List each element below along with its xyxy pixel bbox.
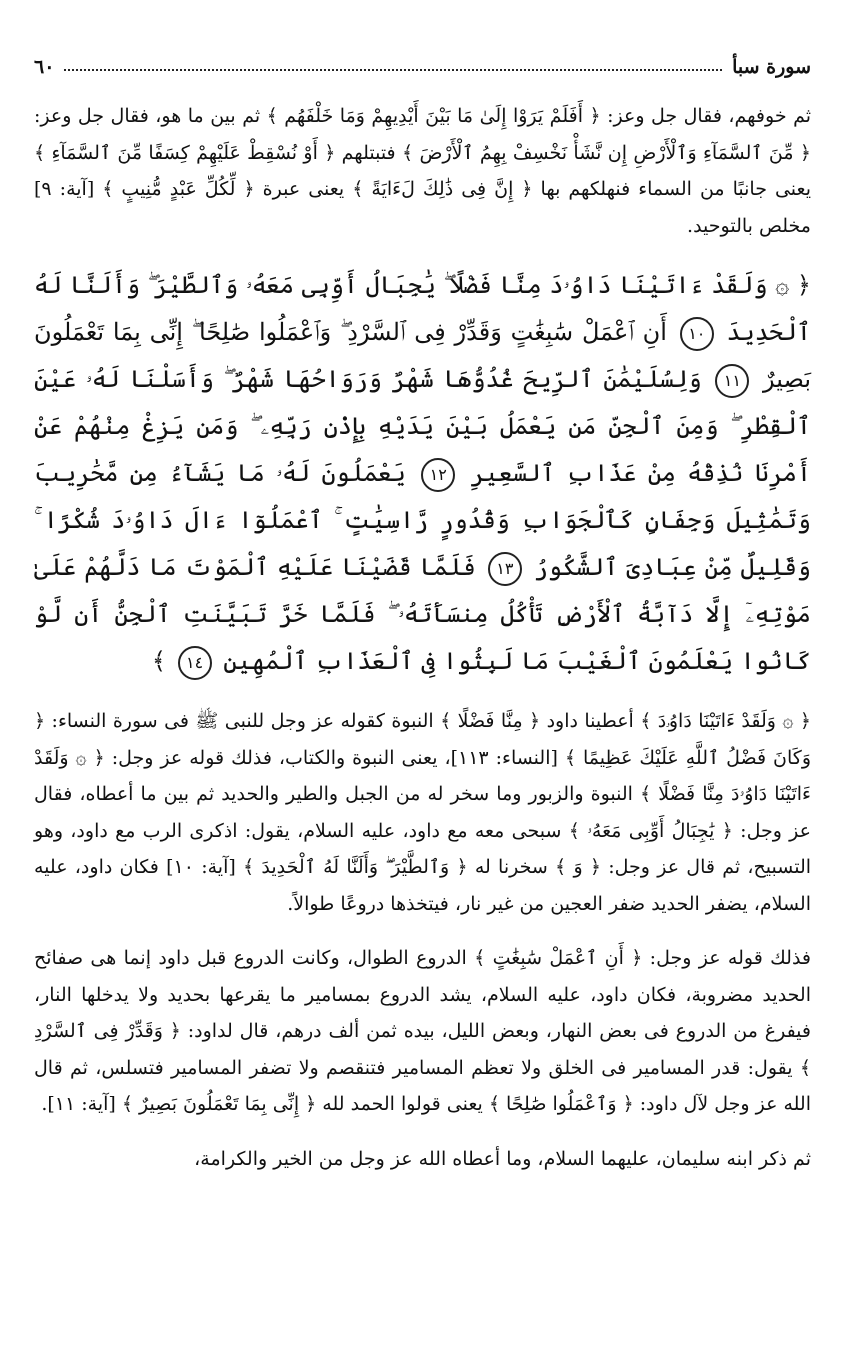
verse-text: يَعْمَلُونَ لَهُۥ مَا يَشَآءُ مِن مَّحَٰرِيبَ وَتَمَٰثِيلَ وَجِفَانٍ كَٱلْجَوَابِ وَقُدُورٍ رَّاسِيَٰتٍ ۚ ٱعْمَلُوٓا ءَالَ دَاوُۥدَ شُكْرًا ۚ وَقَلِيلٌ مِّنْ عِبَادِىَ ٱلشَّكُورُ (34, 459, 811, 581)
verse-text: أَنِ ٱعْمَلْ سَٰبِغَٰتٍ وَقَدِّرْ فِى ٱلسَّرْدِ ۖ وَٱعْمَلُوا صَٰلِحًا ۖ إِنِّى بِمَا تَعْمَلُونَ بَصِيرٌ (34, 318, 812, 393)
ayah-number-marker: ١٤ (178, 646, 212, 680)
ayah-number-marker: ١٠ (680, 317, 714, 351)
verse-text: ﴿ ۞ وَلَقَدْ ءَاتَيْنَا دَاوُۥدَ مِنَّا فَضْلًا ۖ يَٰجِبَالُ أَوِّبِى مَعَهُۥ وَٱلطَّيْرَ ۖ وَأَلَنَّا لَهُ ٱلْحَدِيدَ (34, 271, 811, 346)
dotted-leader (64, 69, 722, 71)
verse-text: وَلِسُلَيْمَٰنَ ٱلرِّيحَ غُدُوُّهَا شَهْرٌ وَرَوَاحُهَا شَهْرٌ ۖ وَأَسَلْنَا لَهُۥ عَيْنَ ٱلْقِطْرِ ۖ وَمِنَ ٱلْجِنِّ مَن يَعْمَلُ بَيْنَ يَدَيْهِ بِإِذْنِ رَبِّهِۦ ۖ وَمَن يَزِغْ مِنْهُمْ عَنْ أَمْرِنَا نُذِقْهُ مِنْ عَذَابِ ٱلسَّعِيرِ (34, 365, 812, 487)
paragraph-1: ثم خوفهم، فقال جل وعز: ﴿ أَفَلَمْ يَرَوْا إِلَىٰ مَا بَيْنَ أَيْدِيهِمْ وَمَا خَلْفَهُم ﴾ ثم بين ما هو، فقال جل وعز: ﴿ مِّنَ ٱلسَّمَآءِ وَٱلْأَرْضِ إِن نَّشَأْ نَخْسِفْ بِهِمُ ٱلْأَرْضَ ﴾ فتبتلهم ﴿ أَوْ نُسْقِطْ عَلَيْهِمْ كِسَفًا مِّنَ ٱلسَّمَآءِ ﴾ يعنى جانبًا من السماء فنهلكهم بها ﴿ إِنَّ فِى ذَٰلِكَ لَءَايَةً ﴾ يعنى عبرة ﴿ لِّكُلِّ عَبْدٍ مُّنِيبٍ ﴾ [آية: ٩] مخلص بالتوحيد. (34, 105, 811, 237)
ayah-number-marker: ١١ (715, 364, 749, 398)
paragraph-3: فذلك قوله عز وجل: ﴿ أَنِ ٱعْمَلْ سَٰبِغَٰتٍ ﴾ الدروع الطوال، وكانت الدروع قبل داود إنما هى صفائح الحديد مضروبة، فكان داود، عليه السلام، يشد الدروع بمسامير ما يقرعها بحديد ولا يدخلها النار، فيفرغ من الدروع فى بعض النهار، وبعض الليل، بيده ثمن ألف درهم، قال لداود: ﴿ وَقَدِّرْ فِى ٱلسَّرْدِ ﴾ يقول: قدر المسامير فى الخلق ولا تعظم المسامير فتنقصم ولا تضفر المسامير فتسلس، ثم قال الله عز وجل لآل داود: ﴿ وَٱعْمَلُوا صَٰلِحًا ﴾ يعنى قولوا الحمد لله ﴿ إِنِّى بِمَا تَعْمَلُونَ بَصِيرٌ ﴾ [آية: ١١]. (34, 947, 811, 1115)
ayah-number-marker: ١٢ (421, 458, 455, 492)
closing-bracket: ﴾ (151, 647, 166, 675)
paragraph-4: ثم ذكر ابنه سليمان، عليهما السلام، وما أعطاه الله عز وجل من الخير والكرامة، (194, 1147, 811, 1170)
ayah-number-marker: ١٣ (488, 552, 522, 586)
surah-title: سورة سبأ (732, 56, 811, 78)
verse-text: فَلَمَّا قَضَيْنَا عَلَيْهِ ٱلْمَوْتَ مَا دَلَّهُمْ عَلَىٰ مَوْتِهِۦٓ إِلَّا دَآبَّةُ ٱلْأَرْضِ تَأْكُلُ مِنسَأَتَهُۥ ۖ فَلَمَّا خَرَّ تَبَيَّنَتِ ٱلْجِنُّ أَن لَّوْ كَانُوا يَعْلَمُونَ ٱلْغَيْبَ مَا لَبِثُوا فِى ٱلْعَذَابِ ٱلْمُهِينِ (34, 553, 811, 675)
quran-verses-block (34, 262, 811, 685)
page-number: ٦٠ (34, 56, 55, 78)
paragraph-2: ﴿ ۞ وَلَقَدْ ءَاتَيْنَا دَاوُۥدَ ﴾ أعطينا داود ﴿ مِنَّا فَضْلًا ﴾ النبوة كقوله عز وجل للنبى ﷺ فى سورة النساء: ﴿ وَكَانَ فَضْلُ ٱللَّهِ عَلَيْكَ عَظِيمًا ﴾ [النساء: ١١٣]، يعنى النبوة والكتاب، فذلك قوله عز وجل: ﴿ ۞ وَلَقَدْ ءَاتَيْنَا دَاوُۥدَ مِنَّا فَضْلًا ﴾ النبوة والزبور وما سخر له من الجبل والطير والحديد ثم بين ما أعطاه، فقال عز وجل: ﴿ يَٰجِبَالُ أَوِّبِى مَعَهُۥ ﴾ سبحى معه مع داود، عليه السلام، يقول: اذكرى الرب مع داود، وهو التسبيح، ثم قال عز وجل: ﴿ وَ ﴾ سخرنا له ﴿ وَٱلطَّيْرَ ۖ وَأَلَنَّا لَهُ ٱلْحَدِيدَ ﴾ [آية: ١٠] فكان داود، عليه السلام، يضفر الحديد ضفر العجين من غير نار، فيتخذها دروعًا طوالاً. (34, 710, 812, 915)
running-header (34, 48, 811, 78)
